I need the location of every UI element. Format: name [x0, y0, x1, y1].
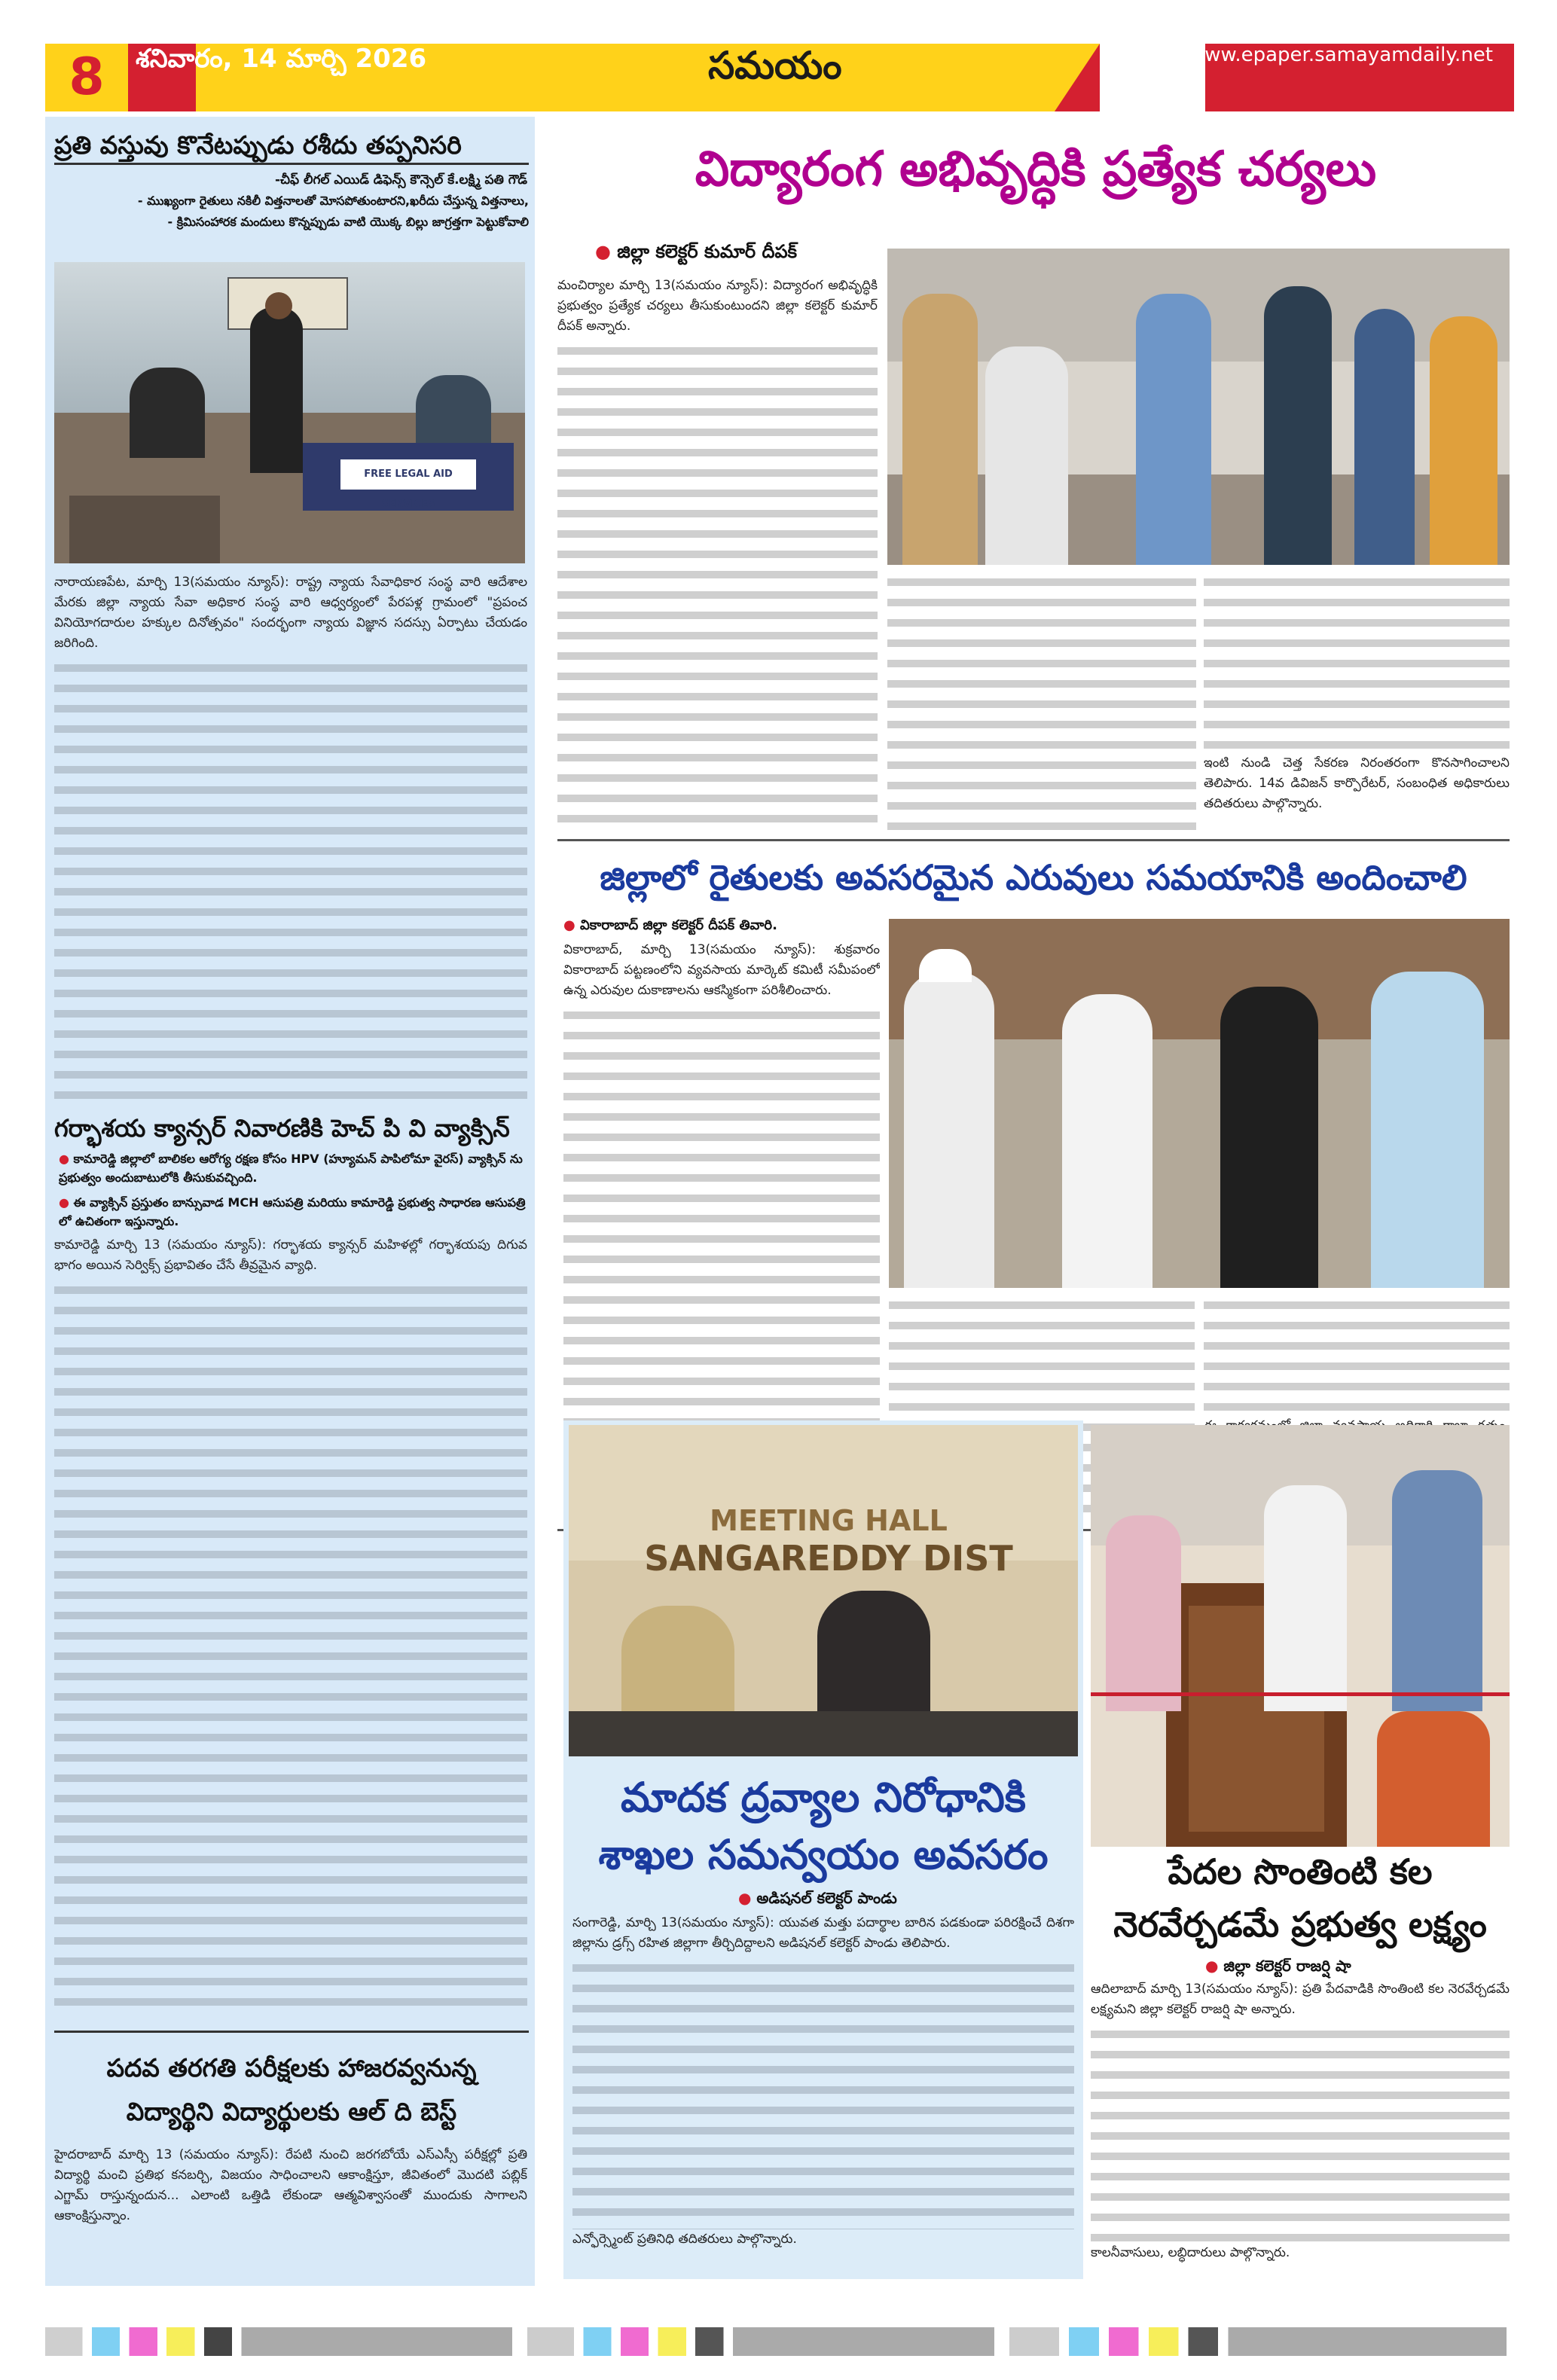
- registration-bar-mid: [527, 2327, 994, 2356]
- main-story3-body: సంగారెడ్డి, మార్చి 13(సమయం న్యూస్): యువత మత్తు పదార్థాల బారిన పడకుండా పరిరక్షించే దిశగా జిల్లాను డ్రగ్స్ రహిత జిల్లాగా తీర్చిదిద్దాలని అడిషనల్ కలెక్టర్ పాండు తెలిపారు. ఎన్ఫోర్స్మెంట్ ప్రతినిధి తదితరులు పాల్గొన్నారు.: [572, 1915, 1074, 2247]
- left-story3-headline-2: విద్యార్థిని విద్యార్థులకు ఆల్ ది బెస్ట్: [126, 2097, 457, 2126]
- hall-sign-2: SANGAREDDY DIST: [644, 1538, 1013, 1579]
- main-story2-body-col1: వికారాబాద్, మార్చి 13(సమయం న్యూస్): శుక్రవారం వికారాబాద్ పట్టణంలోని వ్యవసాయ మార్కెట్ కమిటీ సమీపంలో ఉన్న ఎరువుల దుకాణాలను ఆకస్మికంగా పరిశీలించారు.: [563, 940, 880, 1520]
- main-story1-body-col2: [887, 572, 1196, 833]
- left-story2-headline: గర్భాశయ క్యాన్సర్ నివారణికి హెచ్ పి వి వ్యాక్సిన్: [54, 1114, 510, 1143]
- school-visit-photo: [887, 249, 1510, 565]
- main-story1-body-col3: ఇంటి నుండి చెత్త సేకరణ నిరంతరంగా కొనసాగించాలని తెలిపారు. 14వ డివిజన్ కార్పొరేటర్, సంబంధిత అధికారులు తదితరులు పాల్గొన్నారు.: [1204, 572, 1510, 833]
- main-story3-headline-1: మాదక ద్రవ్యాల నిరోధానికి: [621, 1774, 1026, 1821]
- left-story3-headline-1: పదవ తరగతి పరీక్షలకు హాజరవ్వనున్న: [106, 2053, 477, 2082]
- left-story2-bullet1: ● కామారెడ్డి జిల్లాలో బాలికల ఆరోగ్య రక్షణ కోసం HPV (హ్యూమన్ పాపిలోమా వైరస్) వ్యాక్సిన్ ను ప్రభుత్వం అందుబాటులోకి తీసుకువచ్చింది.: [59, 1152, 523, 1185]
- page-number: 8: [45, 44, 128, 111]
- main-story4-body: ఆదిలాబాద్ మార్చి 13(సమయం న్యూస్): ప్రతి పేదవాడికి సొంతింటి కల నెరవేర్చడమే లక్ష్యమని జిల్లా కలెక్టర్ రాజర్షి షా అన్నారు. కాలనీవాసులు, లబ్ధిదారులు పాల్గొన్నారు.: [1091, 1982, 1510, 2260]
- issue-date: శనివారం, 14 మార్చి 2026: [136, 44, 427, 74]
- legal-aid-banner: FREE LEGAL AID SERVICES: [340, 459, 476, 490]
- main-divider-1: [557, 839, 1510, 841]
- registration-bar-right: [1009, 2327, 1507, 2356]
- left-story1-body: నారాయణపేట, మార్చి 13(సమయం న్యూస్): రాష్ట్ర న్యాయ సేవాధికార సంస్థ వారి ఆదేశాల మేరకు జిల్లా న్యాయ సేవా అధికార సంస్థ వారి ఆధ్వర్యంలో పేరపళ్ల గ్రామంలో "ప్రపంచ వినియోగదారుల హక్కుల దినోత్సవం" సందర్భంగా న్యాయ విజ్ఞాన సదస్సు ఏర్పాటు చేయడం జరిగింది.: [54, 572, 527, 1107]
- meeting-hall-photo: [569, 1425, 1078, 1756]
- main-story1-headline: విద్యారంగ అభివృద్ధికి ప్రత్యేక చర్యలు: [695, 142, 1377, 197]
- left-story1-sub3: - క్రిమిసంహారక మందులు కొన్నప్పుడు వాటి యొక్క బిల్లు జాగ్రత్తగా పెట్టుకోవాలి: [167, 215, 529, 229]
- epaper-url[interactable]: www.epaper.samayamdaily.net: [1188, 44, 1493, 66]
- left-story2-body: కామారెడ్డి మార్చి 13 (సమయం న్యూస్): గర్భాశయ క్యాన్సర్ మహిళల్లో గర్భాశయపు దిగువ భాగం అయిన సెర్విక్స్ ప్రభావితం చేసే తీవ్రమైన వ్యాధి.: [54, 1235, 527, 2018]
- registration-bar-left: [45, 2327, 512, 2356]
- main-story2-headline: జిల్లాలో రైతులకు అవసరమైన ఎరువులు సమయానికి అందించాలి: [600, 857, 1467, 898]
- left-story3-body: హైదరాబాద్ మార్చి 13 (సమయం న్యూస్): రేపటి నుంచి జరగబోయే ఎస్ఎస్సీ పరీక్షల్లో ప్రతి విద్యార్థి మంచి ప్రతిభ కనబర్చి, విజయం సాధించాలని ఆకాంక్షిస్తూ, జీవితంలో మొదటి పబ్లిక్ ఎగ్జామ్ రాస్తున్నందున... ఎలాంటి ఒత్తిడి లేకుండా ఆత్మవిశ్వాసంతో ముందుకు సాగాలని ఆకాంక్షిస్తున్నాం.: [54, 2147, 527, 2223]
- masthead: [45, 44, 1514, 111]
- left-story1-sub2: - ముఖ్యంగా రైతులు నకిలీ విత్తనాలతో మోసపోతుంటారని,ఖరీదు చేస్తున్న విత్తనాలు,: [137, 194, 529, 208]
- left-story1-sub1: -చీఫ్ లీగల్ ఎయిడ్ డిఫెన్స్ కౌన్సెల్ కే.లక్ష్మి పతి గౌడ్: [274, 172, 527, 188]
- house-inauguration-photo: [1091, 1425, 1510, 1847]
- main-story1-body-col1: మంచిర్యాల మార్చి 13(సమయం న్యూస్): విద్యారంగ అభివృద్ధికి ప్రభుత్వం ప్రత్యేక చర్యలు తీసుకుంటుందని జిల్లా కలెక్టర్ కుమార్ దీపక్ అన్నారు.: [557, 276, 878, 833]
- newspaper-logo: సమయం: [708, 44, 842, 87]
- main-story3-byline: ● అడిషనల్ కలెక్టర్ పాండు: [738, 1889, 897, 1907]
- fertilizer-shop-photo: [889, 919, 1510, 1288]
- left-story2-bullet2: ● ఈ వ్యాక్సిన్ ప్రస్తుతం బాన్సువాడ MCH ఆసుపత్రి మరియు కామారెడ్డి ప్రభుత్వ సాధారణ ఆసుపత్రి లో ఉచితంగా ఇస్తున్నారు.: [59, 1195, 526, 1228]
- main-story4-byline: ● జిల్లా కలెక్టర్ రాజర్షి షా: [1205, 1957, 1351, 1975]
- hall-sign-1: MEETING HALL: [710, 1504, 948, 1537]
- left-story1-headline: ప్రతి వస్తువు కొనేటప్పుడు రశీదు తప్పనిసరి: [54, 128, 529, 165]
- main-story4-headline-2: నెరవేర్చడమే ప్రభుత్వ లక్ష్యం: [1113, 1904, 1487, 1945]
- main-story2-byline: ● వికారాబాద్ జిల్లా కలెక్టర్ దీపక్ తివారి.: [563, 917, 777, 933]
- main-story1-byline: ● జిల్లా కలెక్టర్ కుమార్ దీపక్: [595, 241, 798, 262]
- main-story3-headline-2: శాఖల సమన్వయం అవసరం: [598, 1831, 1049, 1878]
- left-divider: [54, 2031, 529, 2033]
- main-story4-headline-1: పేదల సొంతింటి కల: [1168, 1851, 1433, 1892]
- legal-aid-photo: [54, 262, 525, 563]
